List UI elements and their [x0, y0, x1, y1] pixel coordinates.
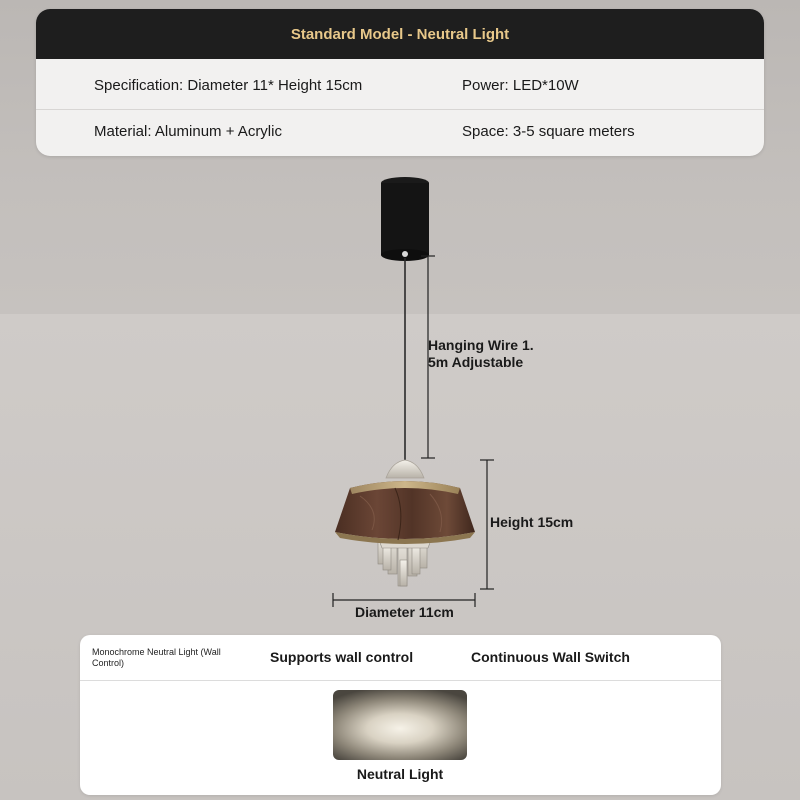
- power-text: Power: LED*10W: [462, 76, 579, 94]
- neutral-light-swatch: [333, 690, 467, 760]
- mode-description-line1: Monochrome Neutral Light (Wall: [92, 647, 221, 657]
- spec-card-title: Standard Model - Neutral Light: [36, 9, 764, 59]
- specification-text: Specification: Diameter 11* Height 15cm: [94, 76, 363, 94]
- height-label: Height 15cm: [490, 514, 574, 530]
- light-mode-row: [80, 635, 721, 681]
- mode-description-line2: Control): [92, 658, 125, 668]
- lamp-shade: [335, 481, 475, 544]
- diameter-label: Diameter 11cm: [355, 604, 454, 620]
- wall-control-text: Supports wall control: [270, 649, 414, 665]
- material-text: Material: Aluminum + Acrylic: [94, 122, 282, 140]
- ceiling-canopy: [381, 177, 429, 261]
- hanging-wire-label-line1: Hanging Wire 1.: [428, 337, 534, 353]
- wall-switch-text: Continuous Wall Switch: [471, 649, 630, 665]
- mode-description: [92, 647, 252, 669]
- neutral-light-label: Neutral Light: [356, 766, 444, 782]
- hanging-wire-label: [428, 337, 534, 371]
- light-mode-card: [80, 635, 721, 795]
- crystal-top: [386, 460, 424, 478]
- hanging-wire-label-line2: 5m Adjustable: [428, 354, 524, 370]
- space-text: Space: 3-5 square meters: [462, 122, 635, 140]
